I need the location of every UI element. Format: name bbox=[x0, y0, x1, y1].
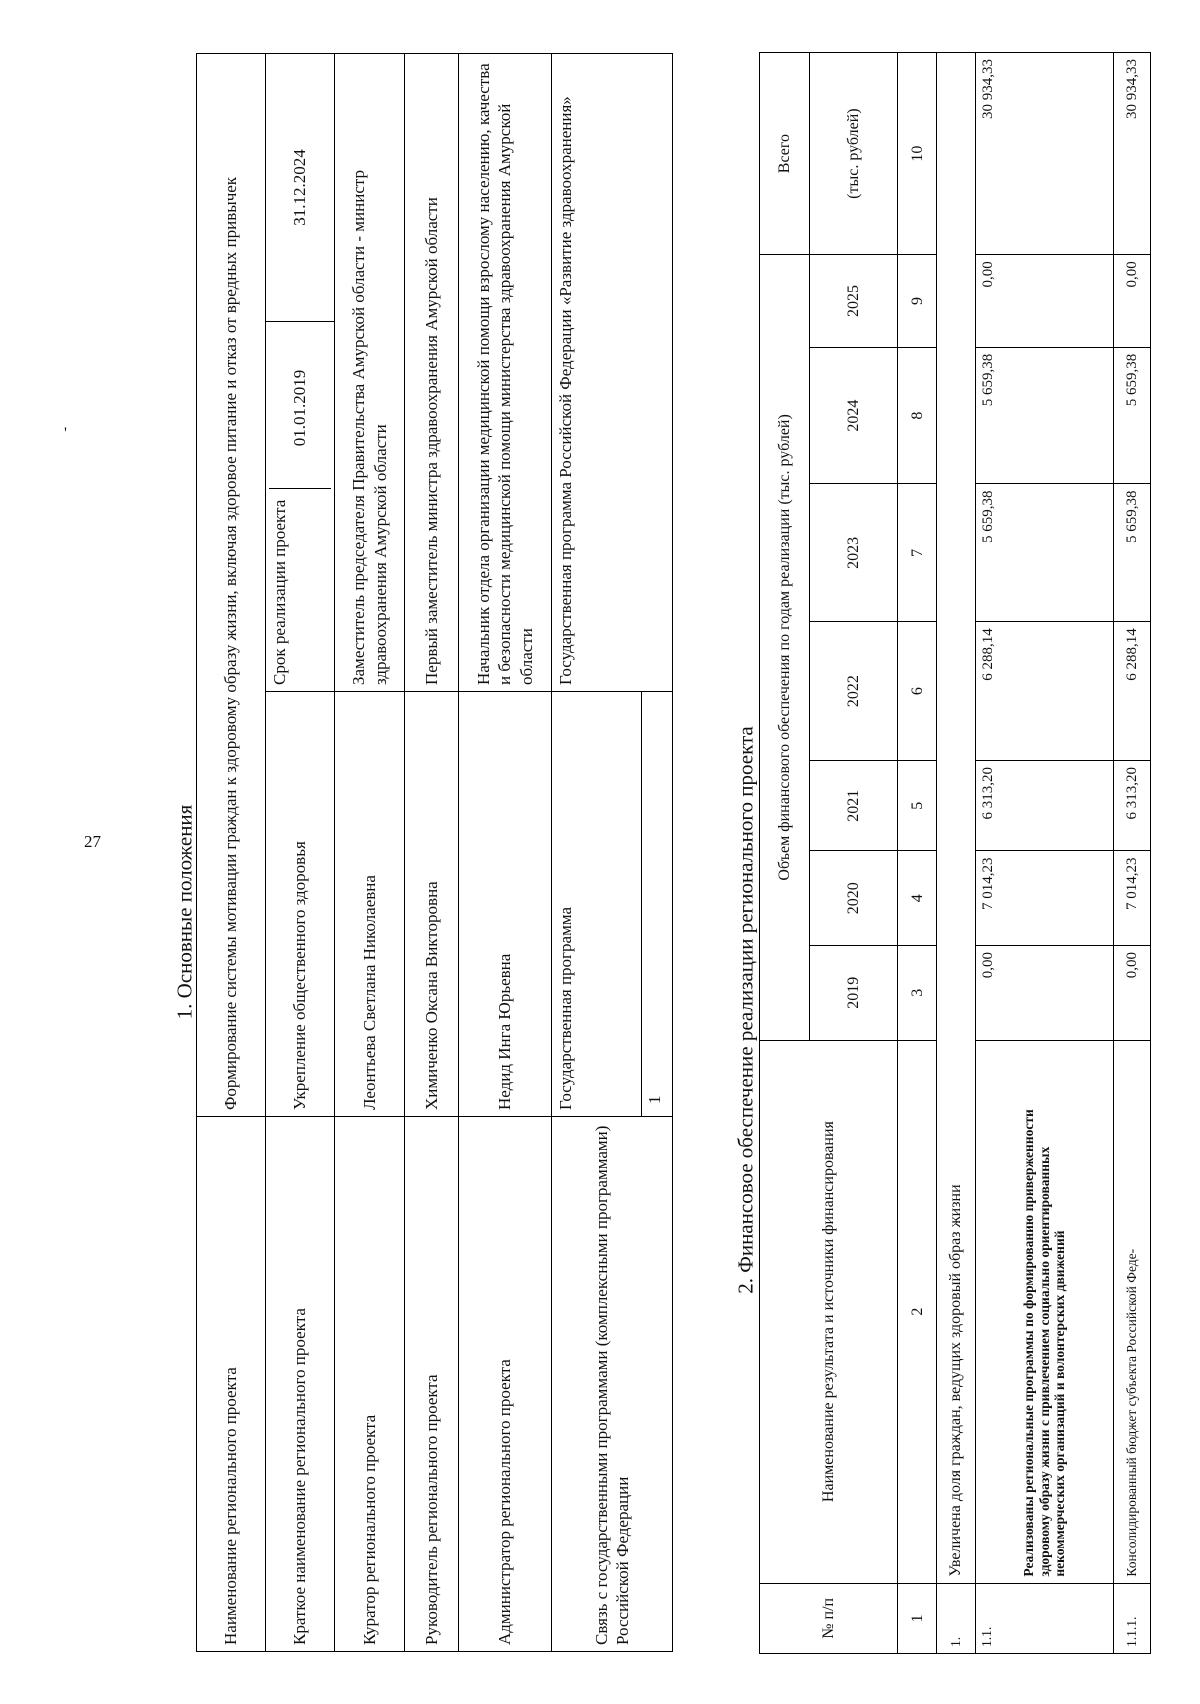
row-value: 0,00 bbox=[975, 255, 1113, 348]
header-year: 2022 bbox=[810, 622, 898, 761]
table-row bbox=[197, 54, 266, 1652]
col-number: 5 bbox=[898, 761, 937, 852]
col-number: 1 bbox=[898, 1583, 937, 1653]
row-value: 6 313,20 bbox=[975, 761, 1113, 852]
row-value: 6 288,14 bbox=[975, 622, 1113, 761]
row-label: Куратор регионального проекта bbox=[335, 1117, 405, 1652]
row-value: 7 014,23 bbox=[975, 851, 1113, 946]
program-cell bbox=[552, 692, 673, 1117]
col-number: 6 bbox=[898, 622, 937, 761]
col-number: 10 bbox=[898, 53, 937, 255]
header-num: № п/п bbox=[760, 1583, 898, 1653]
row-value: 0,00 bbox=[975, 946, 1113, 1041]
row-value: 0,00 bbox=[1114, 255, 1151, 348]
stray-mark: ' bbox=[64, 425, 67, 442]
row-value: 5 659,38 bbox=[975, 484, 1113, 622]
program-num: 1 bbox=[641, 692, 672, 1116]
row-label: Связь с государственными программами (комплексными программами) Российской Федерации bbox=[552, 1117, 673, 1652]
row-value: 0,00 bbox=[1114, 946, 1151, 1041]
col-number: 4 bbox=[898, 851, 937, 946]
term-start: 01.01.2019 bbox=[290, 369, 310, 447]
section2-heading: 2. Финансовое обеспечение реализации регионального проекта bbox=[733, 726, 758, 1294]
term-label-text: Срок реализации проекта bbox=[269, 488, 331, 685]
row-label: Администратор регионального проекта bbox=[459, 1117, 552, 1652]
table-row bbox=[405, 54, 459, 1652]
table-row bbox=[937, 53, 976, 1654]
row-value: Первый заместитель министра здравоохранения Амурской области bbox=[405, 54, 459, 692]
row-value: 5 659,38 bbox=[975, 347, 1113, 484]
administrator-name: Недид Инга Юрьевна bbox=[459, 692, 552, 1117]
section1-heading: 1. Основные положения bbox=[172, 804, 197, 1020]
rukovoditel-name: Химиченко Оксана Викторовна bbox=[405, 692, 459, 1117]
financing-table bbox=[759, 52, 1151, 1654]
table-row bbox=[552, 54, 673, 1652]
row-value: 7 014,23 bbox=[1114, 851, 1151, 946]
header-row bbox=[760, 53, 810, 1654]
row-value: 6 288,14 bbox=[1114, 622, 1151, 761]
row-name: Консолидированный бюджет субъекта Российской Феде- bbox=[1114, 1040, 1151, 1583]
table-row bbox=[266, 54, 335, 1652]
row-label: Руководитель регионального проекта bbox=[405, 1117, 459, 1652]
row-total: 30 934,33 bbox=[1114, 53, 1151, 255]
col-number: 7 bbox=[898, 484, 937, 622]
row-total: 30 934,33 bbox=[975, 53, 1113, 255]
row-value: Заместитель председателя Правительства Амурской области - министр здравоохранения Амурской области bbox=[335, 54, 405, 692]
header-year: 2021 bbox=[810, 761, 898, 852]
header-year: 2025 bbox=[810, 255, 898, 348]
term-end: 31.12.2024 bbox=[266, 54, 335, 322]
row-value: Начальник отдела организации медицинской помощи взрослому населению, качества и безопасности медицинской помощи министерства здравоохранения Амурской области bbox=[459, 54, 552, 692]
row-num: 1.1.1. bbox=[1114, 1583, 1151, 1653]
row-value: Формирование системы мотивации граждан к здоровому образу жизни, включая здоровое питание и отказ от вредных привычек bbox=[197, 54, 266, 1117]
row-num: 1. bbox=[937, 1583, 976, 1653]
row-value: 6 313,20 bbox=[1114, 761, 1151, 852]
header-year: 2020 bbox=[810, 851, 898, 946]
header-total-unit: (тыс. рублей) bbox=[810, 53, 898, 255]
col-number: 9 bbox=[898, 255, 937, 348]
page-number: 27 bbox=[84, 832, 101, 851]
main-provisions-table bbox=[196, 54, 672, 1652]
row-value: Государственная программа Российской Федерации «Развитие здравоохранения» bbox=[552, 54, 673, 692]
table-row bbox=[459, 54, 552, 1652]
row-num: 1.1. bbox=[975, 1583, 1113, 1653]
kurator-name: Леонтьева Светлана Николаевна bbox=[335, 692, 405, 1117]
row-value: 5 659,38 bbox=[1114, 484, 1151, 622]
row-label: Наименование регионального проекта bbox=[197, 1117, 266, 1652]
header-year: 2019 bbox=[810, 946, 898, 1041]
term-label bbox=[266, 322, 335, 692]
row-value: Укрепление общественного здоровья bbox=[266, 692, 335, 1117]
col-number: 2 bbox=[898, 1040, 937, 1583]
header-year: 2023 bbox=[810, 484, 898, 622]
header-total: Всего bbox=[760, 53, 810, 255]
table-row bbox=[1114, 53, 1151, 1654]
header-year: 2024 bbox=[810, 347, 898, 484]
header-volume: Объем финансового обеспечения по годам реализации (тыс. рублей) bbox=[760, 255, 810, 1040]
row-name: Увеличена доля граждан, ведущих здоровый образ жизни bbox=[937, 53, 976, 1584]
program-type: Государственная программа bbox=[556, 906, 575, 1110]
row-value: 5 659,38 bbox=[1114, 347, 1151, 484]
table-row bbox=[335, 54, 405, 1652]
row-name: Реализованы региональные программы по формированию приверженности здоровому образу жизни с привлечением социально ориентированных некоммерческих организаций и волонтерских движений bbox=[975, 1040, 1113, 1583]
header-name: Наименование результата и источники финансирования bbox=[760, 1040, 898, 1583]
col-number: 8 bbox=[898, 347, 937, 484]
column-number-row bbox=[898, 53, 937, 1654]
row-label: Краткое наименование регионального проекта bbox=[266, 1117, 335, 1652]
table-row bbox=[975, 53, 1113, 1654]
col-number: 3 bbox=[898, 946, 937, 1041]
